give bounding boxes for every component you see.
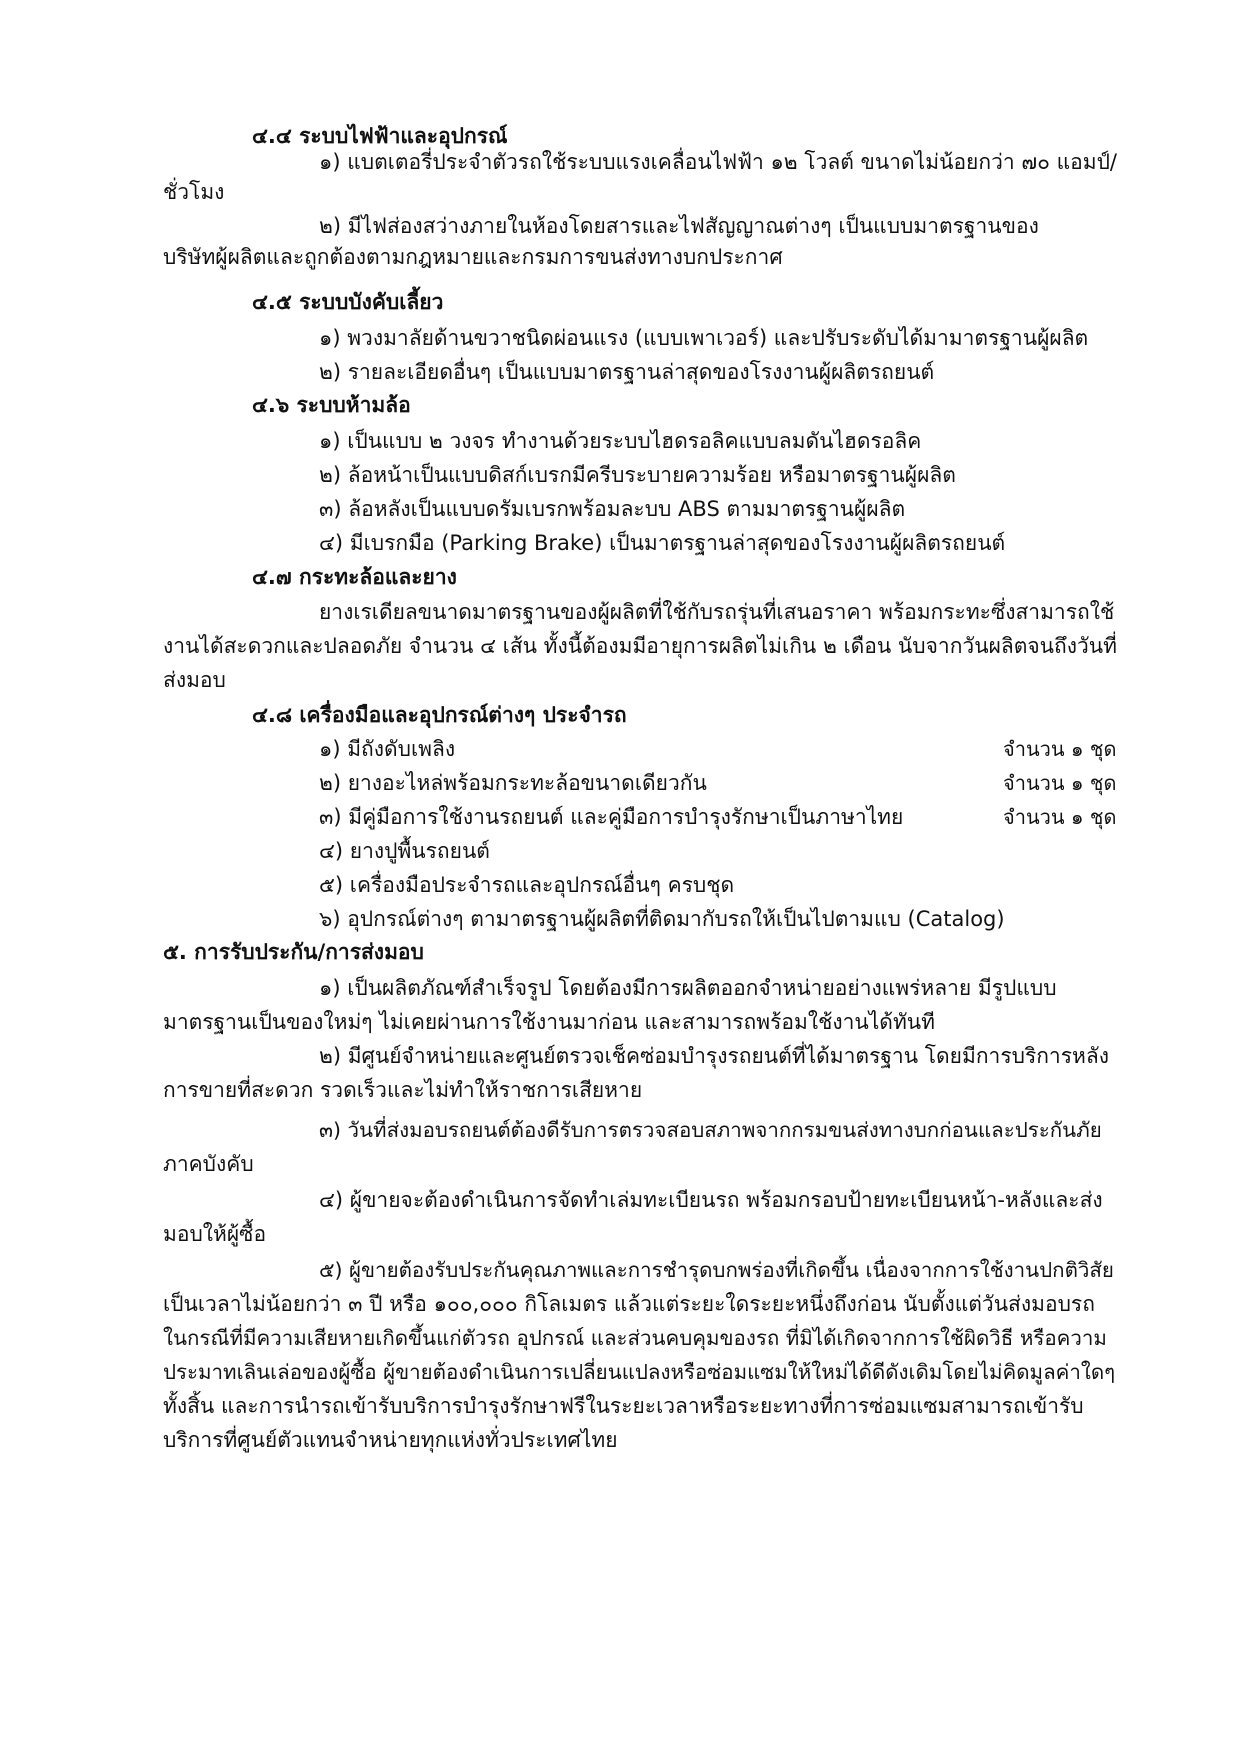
s48-item-5: ๕) เครื่องมือประจำรถและอุปกรณ์อื่นๆ ครบชุด — [319, 873, 735, 897]
s46-item-3: ๓) ล้อหลังเป็นแบบดรัมเบรกพร้อมละบบ ABS ตามมาตรฐานผู้ผลิต — [319, 497, 906, 521]
s47-para-line-1: ยางเรเดียลขนาดมาตรฐานของผู้ผลิตที่ใช้กับรถรุ่นที่เสนอราคา พร้อมกระทะซึ่งสามารถใช้ — [319, 600, 1115, 624]
s46-item-2: ๒) ล้อหน้าเป็นแบบดิสก์เบรกมีครีบระบายความร้อย หรือมาตรฐานผู้ผลิต — [319, 463, 956, 487]
s47-para-line-2: งานได้สะดวกและปลอดภัย จำนวน ๔ เส้น ทั้งนี้ต้องมมีอายุการผลิตไม่เกิน ๒ เดือน นับจากวันผลิตจนถึงวันที่ — [163, 634, 1117, 658]
s48-item-3: ๓) มีคู่มือการใช้งานรถยนต์ และคู่มือการบำรุงรักษาเป็นภาษาไทย — [319, 805, 904, 829]
s5-item-4-cont: มอบให้ผู้ซื้อ — [163, 1222, 267, 1246]
s44-item-2-cont: บริษัทผู้ผลิตและถูกต้องตามกฎหมายและกรมการขนส่งทางบกประกาศ — [163, 245, 783, 269]
s48-item-2: ๒) ยางอะไหล่พร้อมกระทะล้อขนาดเดียวกัน — [319, 771, 707, 795]
s5-item-3-cont: ภาคบังคับ — [163, 1152, 254, 1176]
section-4-5-title: ๔.๕ ระบบบังคับเลี้ยว — [252, 290, 444, 314]
section-4-4-title: ๔.๔ ระบบไฟฟ้าและอุปกรณ์ — [252, 124, 508, 148]
s48-item-2-quantity: จำนวน ๑ ชุด — [1003, 771, 1117, 795]
s5-item-5-line-2: เป็นเวลาไม่น้อยกว่า ๓ ปี หรือ ๑๐๐,๐๐๐ กิโลเมตร แล้วแต่ระยะใดระยะหนึ่งถึงก่อน นับตั้งแต่วันส่งมอบรถ — [163, 1292, 1095, 1316]
s5-item-5: ๕) ผู้ขายต้องรับประกันคุณภาพและการชำรุดบกพร่องที่เกิดขึ้น เนื่องจากการใช้งานปกติวิสัย — [319, 1258, 1114, 1282]
section-5-title: ๕. การรับประกัน/การส่งมอบ — [163, 940, 424, 964]
s5-item-1: ๑) เป็นผลิตภัณฑ์สำเร็จรูป โดยต้องมีการผลิตออกจำหน่ายอย่างแพร่หลาย มีรูปแบบ — [319, 976, 1057, 1000]
s44-item-1: ๑) แบตเตอรี่ประจำตัวรถใช้ระบบแรงเคลื่อนไฟฟ้า ๑๒ โวลต์ ขนาดไม่น้อยกว่า ๗๐ แอมป์/ — [319, 150, 1118, 174]
s48-item-4: ๔) ยางปูพื้นรถยนต์ — [319, 839, 490, 863]
s48-item-3-quantity: จำนวน ๑ ชุด — [1003, 805, 1117, 829]
s48-item-6: ๖) อุปกรณ์ต่างๆ ตามาตรฐานผู้ผลิตที่ติดมากับรถให้เป็นไปตามแบ (Catalog) — [319, 907, 1005, 931]
s45-item-1: ๑) พวงมาลัยด้านขวาชนิดผ่อนแรง (แบบเพาเวอร์) และปรับระดับได้มามาตรฐานผู้ผลิต — [319, 326, 1089, 350]
s5-item-5-line-4: ประมาทเลินเล่อของผู้ซื้อ ผู้ขายต้องดำเนินการเปลี่ยนแปลงหรือซ่อมแซมให้ใหม่ได้ดีดังเดิมโดยไม่คิดมูลค่าใดๆ — [163, 1360, 1116, 1384]
s44-item-2: ๒) มีไฟส่องสว่างภายในห้องโดยสารและไฟสัญญาณต่างๆ เป็นแบบมาตรฐานของ — [319, 214, 1039, 238]
s5-item-5-line-3: ในกรณีที่มีความเสียหายเกิดขึ้นแก่ตัวรถ อุปกรณ์ และส่วนคบคุมของรถ ที่มิได้เกิดจากการใช้ผิดวิธี หรือความ — [163, 1326, 1107, 1350]
s46-item-1: ๑) เป็นแบบ ๒ วงจร ทำงานด้วยระบบไฮดรอลิคแบบลมดันไฮดรอลิค — [319, 429, 922, 453]
s5-item-4: ๔) ผู้ขายจะต้องดำเนินการจัดทำเล่มทะเบียนรถ พร้อมกรอบป้ายทะเบียนหน้า-หลังและส่ง — [319, 1188, 1103, 1212]
s5-item-5-line-6: บริการที่ศูนย์ตัวแทนจำหน่ายทุกแห่งทั่วประเทศไทย — [163, 1428, 618, 1452]
s48-item-1: ๑) มีถังดับเพลิง — [319, 737, 456, 761]
s47-para-line-3: ส่งมอบ — [163, 668, 226, 692]
section-4-6-title: ๔.๖ ระบบห้ามล้อ — [252, 393, 411, 417]
s5-item-5-line-5: ทั้งสิ้น และการนำรถเข้ารับบริการบำรุงรักษาฟรีในระยะเวลาหรือระยะทางที่การซ่อมแซมสามารถเข้ารับ — [163, 1394, 1084, 1418]
s5-item-2: ๒) มีศูนย์จำหน่ายและศูนย์ตรวจเช็คซ่อมบำรุงรถยนต์ที่ได้มาตรฐาน โดยมีการบริการหลัง — [319, 1044, 1109, 1068]
s45-item-2: ๒) รายละเอียดอื่นๆ เป็นแบบมาตรฐานล่าสุดของโรงงานผู้ผลิตรถยนต์ — [319, 360, 935, 384]
s48-item-1-quantity: จำนวน ๑ ชุด — [1003, 737, 1117, 761]
s46-item-4: ๔) มีเบรกมือ (Parking Brake) เป็นมาตรฐานล่าสุดของโรงงานผู้ผลิตรถยนต์ — [319, 531, 1006, 555]
section-4-7-title: ๔.๗ กระทะล้อและยาง — [252, 565, 457, 589]
s5-item-1-cont: มาตรฐานเป็นของใหม่ๆ ไม่เคยผ่านการใช้งานมาก่อน และสามารถพร้อมใช้งานได้ทันที — [163, 1010, 935, 1034]
section-4-8-title: ๔.๘ เครื่องมือและอุปกรณ์ต่างๆ ประจำรถ — [252, 703, 627, 727]
s5-item-3: ๓) วันที่ส่งมอบรถยนต์ต้องดีรับการตรวจสอบสภาพจากกรมขนส่งทางบกก่อนและประกันภัย — [319, 1118, 1102, 1142]
s5-item-2-cont: การขายที่สะดวก รวดเร็วและไม่ทำให้ราชการเสียหาย — [163, 1078, 643, 1102]
s44-item-1-cont: ชั่วโมง — [163, 180, 225, 204]
